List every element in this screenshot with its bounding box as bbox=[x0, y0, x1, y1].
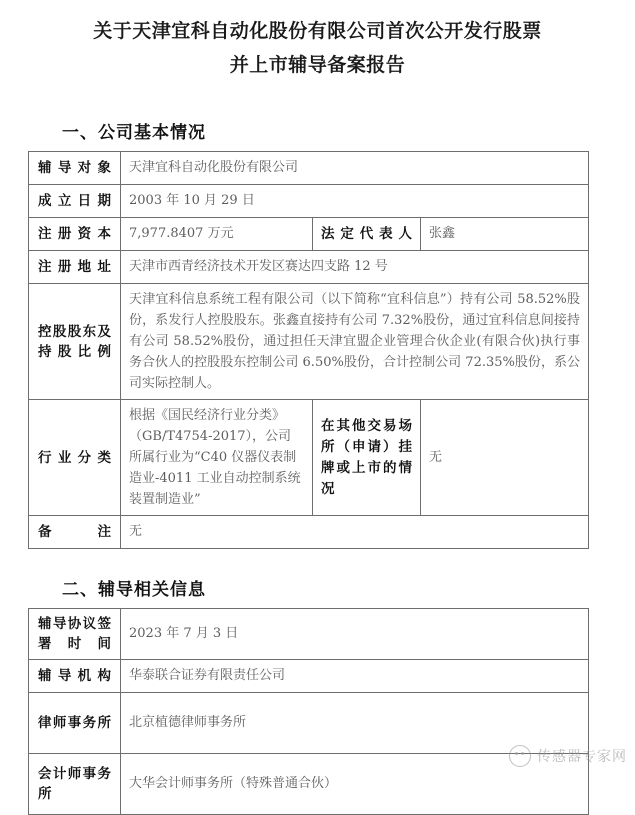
table-row bbox=[29, 400, 589, 516]
table-row bbox=[29, 660, 589, 693]
cell-founded-label: 成立日期 bbox=[29, 185, 121, 218]
cell-target-value: 天津宜科自动化股份有限公司 bbox=[121, 152, 589, 185]
cell-holder-value: 天津宜科信息系统工程有限公司（以下简称“宜科信息”）持有公司 58.52%股份，系发行人控股股东。张鑫直接持有公司 7.32%股份，通过宜科信息间接持有公司 58.52%股份，通过担任天津宜盟企业管理合伙企业(有限合伙)执行事务合伙人的控股股东控制公司 6.50%股份，合计控制公司 72.35%股份，系公司实际控制人。 bbox=[121, 284, 589, 400]
cell-founded-value: 2003 年 10 月 29 日 bbox=[121, 185, 589, 218]
table-row bbox=[29, 152, 589, 185]
section-1-heading: 一、公司基本情况 bbox=[62, 123, 206, 143]
cell-address-label: 注册地址 bbox=[29, 251, 121, 284]
section-2-heading: 二、辅导相关信息 bbox=[62, 580, 206, 600]
coaching-info-table bbox=[28, 608, 589, 815]
cell-law-firm-label: 律师事务所 bbox=[29, 693, 121, 754]
cell-agreement-label: 辅导协议签署时间 bbox=[29, 609, 121, 660]
cell-holder-label: 控股股东及持股比例 bbox=[29, 284, 121, 400]
cell-accounting-firm-label: 会计师事务所 bbox=[29, 754, 121, 815]
cell-institution-label: 辅导机构 bbox=[29, 660, 121, 693]
page-title-line-1: 关于天津宜科自动化股份有限公司首次公开发行股票 bbox=[93, 20, 542, 42]
wechat-icon bbox=[509, 745, 531, 767]
cell-institution-value: 华泰联合证券有限责任公司 bbox=[121, 660, 589, 693]
cell-capital-label: 注册资本 bbox=[29, 218, 121, 251]
cell-address-value: 天津市西青经济技术开发区赛达四支路 12 号 bbox=[121, 251, 589, 284]
cell-target-label: 辅导对象 bbox=[29, 152, 121, 185]
cell-agreement-value: 2023 年 7 月 3 日 bbox=[121, 609, 589, 660]
page-title bbox=[0, 0, 635, 82]
page-title-line-2: 并上市辅导备案报告 bbox=[229, 54, 406, 76]
cell-remark-value: 无 bbox=[121, 516, 589, 549]
company-basics-table bbox=[28, 151, 589, 549]
cell-capital-value: 7,977.8407 万元 bbox=[121, 218, 313, 251]
cell-other-listing-value: 无 bbox=[421, 400, 589, 516]
table-row bbox=[29, 609, 589, 660]
table-row bbox=[29, 284, 589, 400]
table-row bbox=[29, 693, 589, 754]
cell-other-listing-label: 在其他交易场所（申请）挂牌或上市的情况 bbox=[313, 400, 421, 516]
table-row bbox=[29, 185, 589, 218]
cell-legal-rep-value: 张鑫 bbox=[421, 218, 589, 251]
table-row bbox=[29, 516, 589, 549]
cell-legal-rep-label: 法定代表人 bbox=[313, 218, 421, 251]
cell-accounting-firm-value: 大华会计师事务所（特殊普通合伙） bbox=[121, 754, 589, 815]
section-company-basics bbox=[0, 118, 635, 549]
table-row bbox=[29, 251, 589, 284]
watermark bbox=[509, 745, 627, 767]
table-row bbox=[29, 218, 589, 251]
cell-industry-value: 根据《国民经济行业分类》（GB/T4754-2017），公司所属行业为“C40 仪器仪表制造业-4011 工业自动控制系统装置制造业” bbox=[121, 400, 313, 516]
cell-industry-label: 行业分类 bbox=[29, 400, 121, 516]
cell-law-firm-value: 北京植德律师事务所 bbox=[121, 693, 589, 754]
section-coaching-info bbox=[0, 575, 635, 815]
watermark-label: 传感器专家网 bbox=[537, 749, 627, 765]
table-row bbox=[29, 754, 589, 815]
cell-remark-label: 备注 bbox=[29, 516, 121, 549]
